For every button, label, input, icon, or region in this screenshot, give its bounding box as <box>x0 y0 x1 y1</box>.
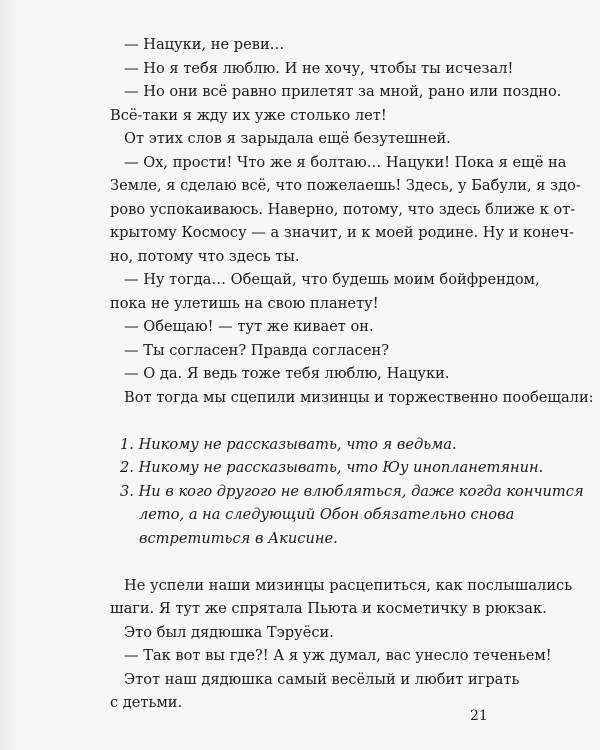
page-number: 21 <box>470 708 488 724</box>
promise-list-item: 1. Никому не рассказывать, что я ведьма. <box>120 435 457 453</box>
text-line: Это был дядюшка Тэруёси. <box>124 623 334 641</box>
text-line: — Ты согласен? Правда согласен? <box>124 341 390 359</box>
text-line: — Ну тогда… Обещай, что будешь моим бойфрендом, <box>124 271 540 288</box>
promise-list-item: 2. Никому не рассказывать, что Юу инопланетянин. <box>120 459 544 476</box>
text-line: От этих слов я зарыдала ещё безутешней. <box>124 130 451 147</box>
text-line: — Обещаю! — тут же кивает он. <box>124 318 374 335</box>
text-line: пока не улетишь на свою планету! <box>110 294 379 312</box>
text-line: — Так вот вы где?! А я уж думал, вас унесло теченьем! <box>124 647 552 664</box>
page-gutter-shadow <box>0 0 18 750</box>
text-line: Земле, я сделаю всё, что пожелаешь! Здесь, у Бабули, я здо- <box>110 177 581 194</box>
text-line: с детьми. <box>110 694 183 711</box>
text-line: — Но я тебя люблю. И не хочу, чтобы ты исчезал! <box>124 59 514 77</box>
text-line: рово успокаиваюсь. Наверно, потому, что здесь ближе к от- <box>110 200 576 218</box>
text-line: но, потому что здесь ты. <box>110 247 300 265</box>
paragraph-gap <box>110 409 488 433</box>
body-text <box>110 33 594 715</box>
text-line: — Ох, прости! Что же я болтаю… Нацуки! Пока я ещё на <box>124 153 567 171</box>
promise-list-item-continuation: лето, а на следующий Обон обязательно снова <box>139 506 515 523</box>
promise-list-item-continuation: встретиться в Акисине. <box>139 529 338 547</box>
paragraph-gap <box>110 550 488 574</box>
text-line: Не успели наши мизинцы расцепиться, как послышались <box>124 576 573 594</box>
text-line: крытому Космосу — а значит, и к моей родине. Ну и конеч- <box>110 224 574 241</box>
text-line: — Но они всё равно прилетят за мной, рано или поздно. <box>124 83 562 100</box>
text-line: шаги. Я тут же спрятала Пьюта и косметичку в рюкзак. <box>110 600 547 617</box>
promise-list-item: 3. Ни в кого другого не влюбляться, даже когда кончится <box>120 482 584 500</box>
text-line: Этот наш дядюшка самый весёлый и любит играть <box>124 670 520 688</box>
text-line: Всё-таки я жду их уже столько лет! <box>110 106 387 124</box>
text-line: — Нацуки, не реви… <box>124 36 285 53</box>
text-line: Вот тогда мы сцепили мизинцы и торжественно пообещали: <box>124 388 594 406</box>
text-line: — О да. Я ведь тоже тебя люблю, Нацуки. <box>124 365 450 382</box>
